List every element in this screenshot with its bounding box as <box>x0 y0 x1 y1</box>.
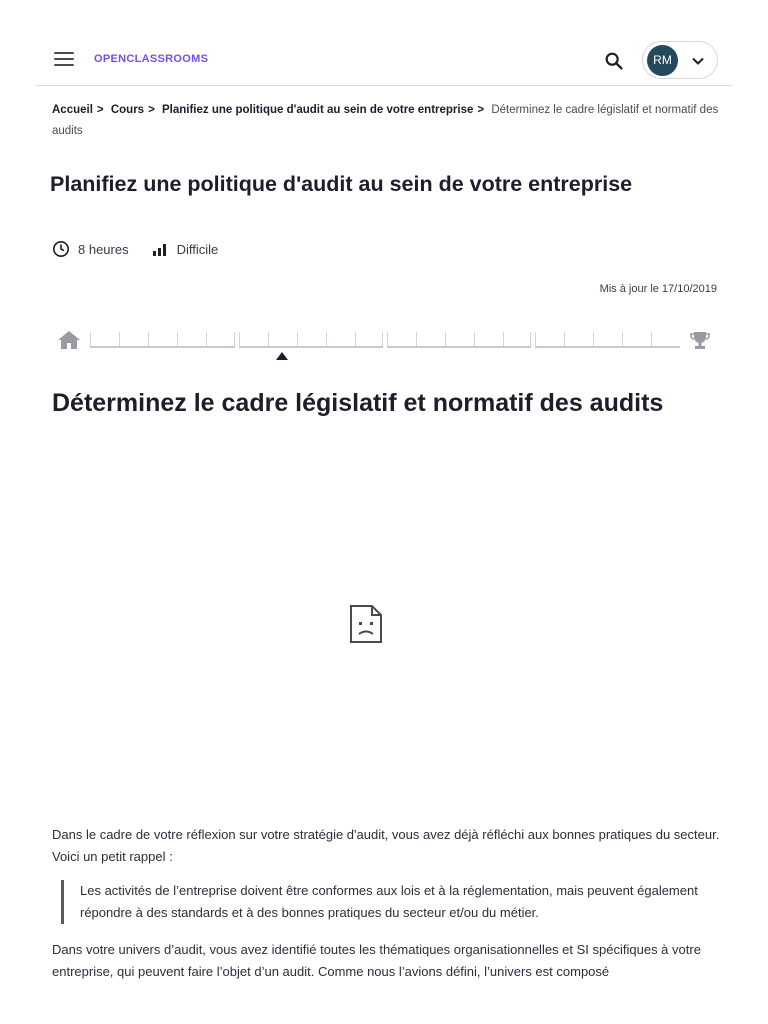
openclassrooms-logo[interactable]: OPENCLASSROOMS <box>94 53 209 65</box>
paragraph-intro: Dans le cadre de votre réflexion sur votre stratégie d'audit, vous avez déjà réfléchi aux bonnes pratiques du secteur. Voici un petit rappel : <box>52 827 720 864</box>
quote-block: Les activités de l’entreprise doivent être conformes aux lois et à la réglementation, mais peuvent également répondre à des standards et à des bonnes pratiques du secteur et/ou du métier. <box>61 880 721 924</box>
user-menu-button[interactable] <box>642 41 718 79</box>
progress-part-2[interactable] <box>239 330 383 348</box>
progress-part-4[interactable] <box>535 330 680 348</box>
paragraph-universe: Dans votre univers d’audit, vous avez identifié toutes les thématiques organisationnelles et SI spécifiques à votre entreprise, qui peuvent faire l’objet d’un audit. Comme nous l’avions défini, l’univers est composé <box>52 942 701 979</box>
progress-part-3[interactable] <box>387 330 531 348</box>
updated-date: Mis à jour le 17/10/2019 <box>599 283 717 295</box>
clock-icon <box>52 240 70 258</box>
top-header <box>36 36 732 86</box>
course-title: Planifiez une politique d'audit au sein de votre entreprise <box>50 172 633 196</box>
broken-video-icon <box>348 604 384 644</box>
avatar: RM <box>647 45 678 76</box>
breadcrumb-link-home[interactable]: Accueil <box>52 104 93 116</box>
breadcrumb-link-courses[interactable]: Cours <box>110 104 145 116</box>
breadcrumb-link-course[interactable]: Planifiez une politique d'audit au sein de votre entreprise <box>162 104 474 116</box>
course-duration: 8 heures <box>78 241 129 257</box>
chevron-down-icon <box>691 54 705 68</box>
chapter-title: Déterminez le cadre législatif et normatif des audits <box>52 389 664 417</box>
breadcrumb-current: Déterminez le cadre législatif et normatif des audits <box>52 104 719 137</box>
home-icon[interactable] <box>56 330 82 350</box>
search-icon[interactable] <box>603 50 625 72</box>
difficulty-icon <box>151 240 169 258</box>
menu-icon[interactable] <box>54 52 74 68</box>
trophy-icon[interactable] <box>688 330 712 350</box>
breadcrumb: Accueil > Cours > Planifiez une politique d'audit au sein de votre entreprise > Déterminez le cadre législatif et normatif des audits <box>52 104 719 137</box>
course-progress-bar <box>56 330 716 362</box>
progress-part-1[interactable] <box>90 330 235 348</box>
course-difficulty: Difficile <box>176 241 219 257</box>
current-position-marker <box>276 352 288 360</box>
course-meta <box>52 240 240 258</box>
